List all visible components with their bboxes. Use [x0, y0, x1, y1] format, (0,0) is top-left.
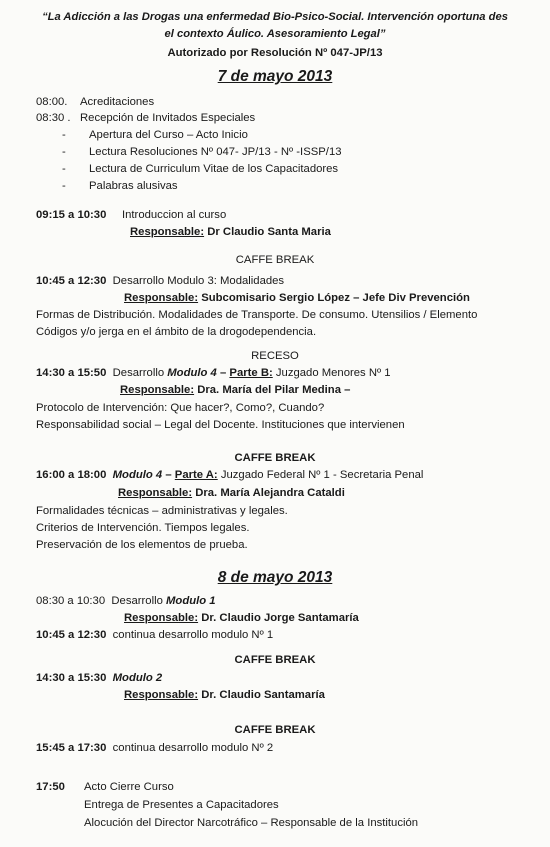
caffe-break: CAFFE BREAK — [234, 654, 316, 666]
session-module: Modulo 2 — [112, 672, 163, 684]
bullet-dash: - — [62, 146, 66, 158]
session-description: Criterios de Intervención. Tiempos legales. — [36, 522, 250, 534]
session-title: continua desarrollo modulo Nº 1 — [112, 629, 274, 641]
header-title-line1: “La Adicción a las Drogas una enfermedad Bio-Psico-Social. Intervención oportuna des — [42, 11, 508, 23]
session-responsable — [124, 611, 359, 625]
session-row — [36, 366, 391, 380]
responsable-label: Responsable: — [130, 226, 205, 238]
session-title: Introduccion al curso — [122, 209, 227, 221]
responsable-name: Dra. María Alejandra Cataldi — [195, 487, 345, 499]
session-time: 15:45 a 17:30 — [36, 742, 107, 754]
session-module: Modulo 1 — [166, 595, 216, 607]
session-module: Modulo 4 — [112, 469, 163, 481]
session-module: Modulo 4 — [167, 367, 217, 379]
time-0800: 08:00. — [36, 96, 68, 108]
session-responsable — [130, 225, 331, 239]
closing-item: Acto Cierre Curso — [84, 781, 174, 793]
session-time: 16:00 a 18:00 — [36, 469, 107, 481]
session-juzgado: Juzgado Menores Nº 1 — [275, 367, 391, 379]
list-item: Lectura de Curriculum Vitae de los Capacitadores — [89, 163, 339, 175]
session-juzgado: Juzgado Federal Nº 1 - Secretaria Penal — [220, 469, 424, 481]
responsable-label: Responsable: — [124, 612, 199, 624]
session-time: 14:30 a 15:30 — [36, 672, 107, 684]
day2-date: 8 de mayo 2013 — [217, 569, 333, 586]
item-recepcion: Recepción de Invitados Especiales — [80, 112, 256, 124]
session-row — [36, 594, 216, 608]
header-authorization: Autorizado por Resolución Nº 047-JP/13 — [167, 47, 383, 59]
session-title: Desarrollo Modulo 3: Modalidades — [112, 275, 285, 287]
responsable-name: Dra. María del Pilar Medina – — [197, 384, 351, 396]
closing-item: Alocución del Director Narcotráfico – Responsable de la Institución — [84, 817, 419, 829]
session-time: 14:30 a 15:50 — [36, 367, 107, 379]
session-row — [36, 671, 162, 685]
session-dash: – — [219, 367, 227, 379]
responsable-label: Responsable: — [124, 292, 199, 304]
session-row — [36, 628, 273, 642]
session-responsable — [118, 486, 345, 500]
session-parte: Parte B: — [229, 367, 273, 379]
responsable-name: Subcomisario Sergio López – Jefe Div Prevención — [201, 292, 470, 304]
session-desarrollo: Desarrollo — [112, 367, 165, 379]
closing-item: Entrega de Presentes a Capacitadores — [84, 799, 279, 811]
closing-time: 17:50 — [36, 781, 65, 793]
session-description: Protocolo de Intervención: Que hacer?, Como?, Cuando? — [36, 402, 325, 414]
session-time: 08:30 a 10:30 — [36, 595, 106, 607]
time-0830: 08:30 . — [36, 112, 71, 124]
header-title-line2: el contexto Áulico. Asesoramiento Legal” — [164, 28, 386, 40]
session-parte: Parte A: — [174, 469, 218, 481]
list-item: Palabras alusivas — [89, 180, 178, 192]
session-row — [36, 274, 284, 288]
day1-date: 7 de mayo 2013 — [217, 68, 333, 85]
session-dash: – — [165, 469, 172, 481]
session-description: Preservación de los elementos de prueba. — [36, 539, 248, 551]
responsable-label: Responsable: — [124, 689, 199, 701]
session-responsable — [124, 688, 325, 702]
responsable-label: Responsable: — [120, 384, 195, 396]
responsable-name: Dr Claudio Santa Maria — [207, 226, 331, 238]
caffe-break: CAFFE BREAK — [235, 254, 315, 266]
list-item: Apertura del Curso – Acto Inicio — [89, 129, 248, 141]
responsable-label: Responsable: — [118, 487, 193, 499]
receso: RECESO — [251, 350, 299, 362]
session-time: 09:15 a 10:30 — [36, 209, 107, 221]
session-responsable — [120, 383, 350, 397]
session-title: continua desarrollo modulo Nº 2 — [112, 742, 274, 754]
session-time: 10:45 a 12:30 — [36, 275, 107, 287]
session-description: Formas de Distribución. Modalidades de Transporte. De consumo. Utensilios / Elemento — [36, 309, 478, 321]
session-responsable — [124, 291, 470, 305]
session-row — [36, 741, 273, 755]
responsable-name: Dr. Claudio Jorge Santamaría — [201, 612, 359, 624]
responsable-name: Dr. Claudio Santamaría — [201, 689, 325, 701]
bullet-dash: - — [62, 129, 66, 141]
bullet-dash: - — [62, 180, 66, 192]
session-desarrollo: Desarrollo — [111, 595, 163, 607]
session-time: 10:45 a 12:30 — [36, 629, 107, 641]
session-description: Códigos y/o jerga en el ámbito de la drogodependencia. — [36, 326, 317, 338]
session-description: Responsabilidad social – Legal del Docente. Instituciones que intervienen — [36, 419, 405, 431]
caffe-break: CAFFE BREAK — [234, 724, 316, 736]
item-acreditaciones: Acreditaciones — [80, 96, 155, 108]
bullet-dash: - — [62, 163, 66, 175]
session-description: Formalidades técnicas – administrativas y legales. — [36, 505, 288, 517]
session-row — [36, 468, 423, 482]
caffe-break: CAFFE BREAK — [234, 452, 316, 464]
list-item: Lectura Resoluciones Nº 047- JP/13 - Nº -ISSP/13 — [89, 146, 342, 158]
